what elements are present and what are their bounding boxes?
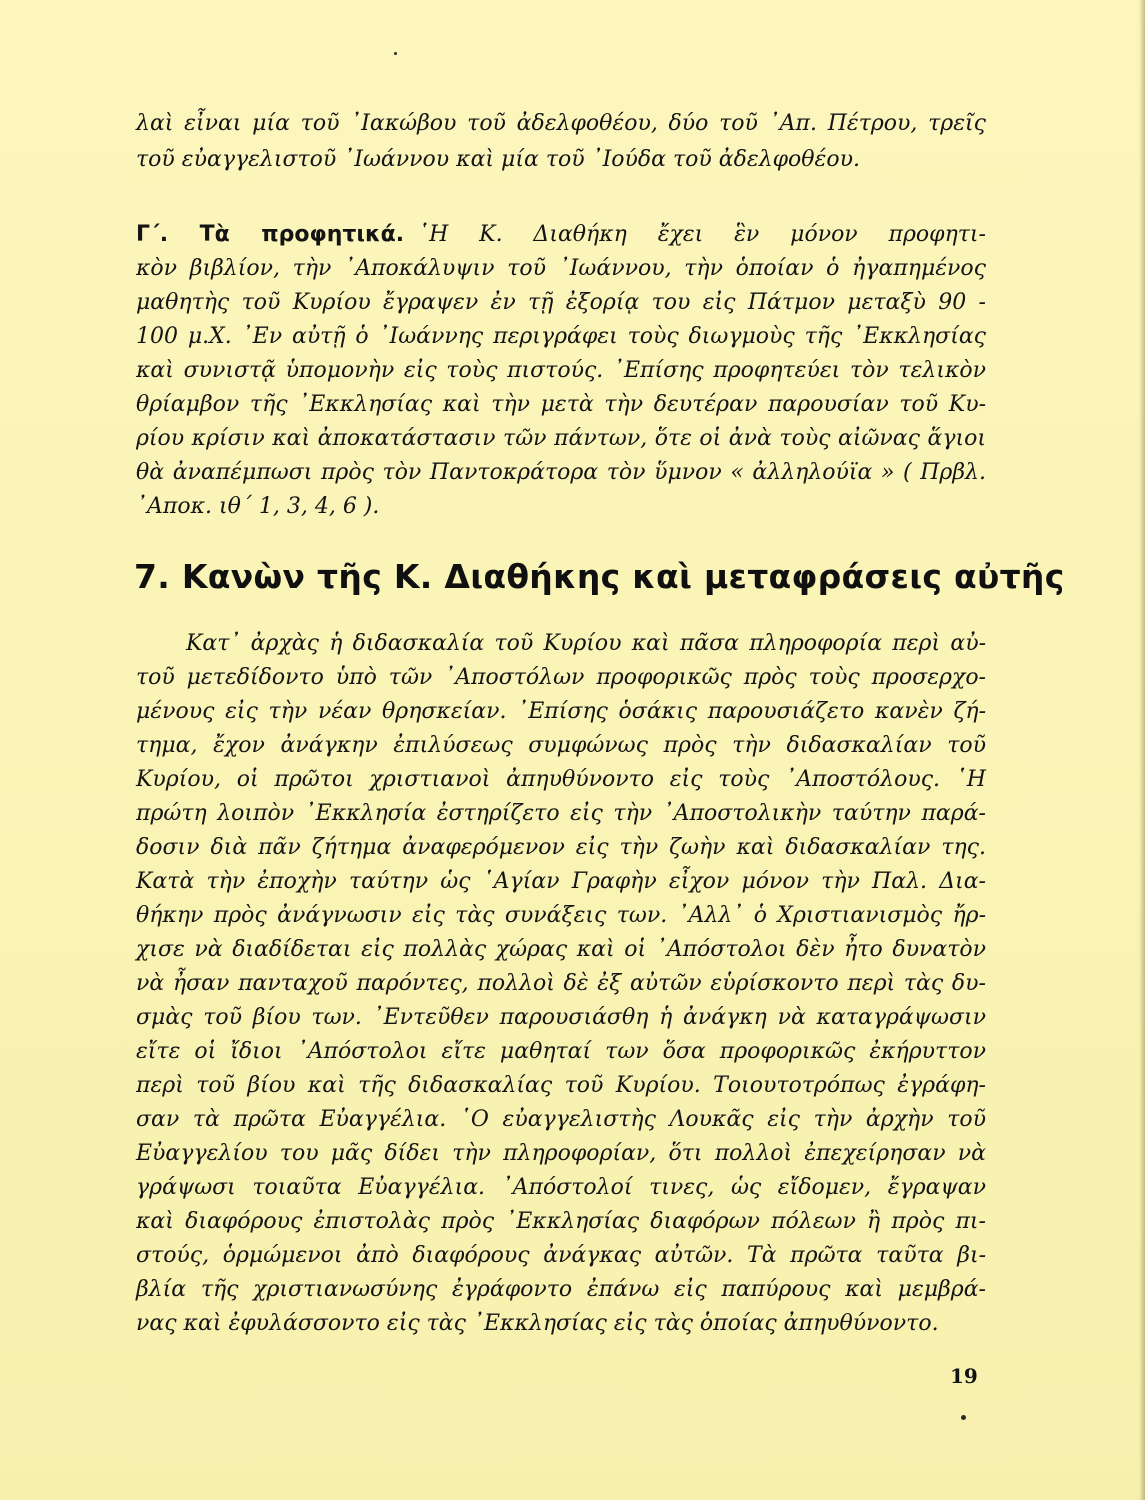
subsection-heading: Γ΄. Τὰ προφητικά. <box>136 222 405 247</box>
text-line: θὰ ἀναπέμπωσι πρὸς τὸν Παντοκράτορα τὸν ὕμνον « ἀλληλούϊα » ( Πρβλ. <box>136 460 986 485</box>
text-line: θήκην πρὸς ἀνάγνωσιν εἰς τὰς συνάξεις των. ᾿Αλλ᾿ ὁ Χριστιανισμὸς ἤρ- <box>136 903 986 928</box>
text-line: Κατ᾿ ἀρχὰς ἡ διδασκαλία τοῦ Κυρίου καὶ πᾶσα πληροφορία περὶ αὐ- <box>186 631 986 656</box>
text-line: εἴτε οἱ ἴδιοι ᾿Απόστολοι εἴτε μαθηταί των ὅσα προφορικῶς ἐκήρυττον <box>136 1039 986 1064</box>
text-line: ᾿Αποκ. ιθ΄ 1, 3, 4, 6 ). <box>136 494 380 519</box>
text-line: μαθητὴς τοῦ Κυρίου ἔγραψεν ἐν τῇ ἐξορίᾳ του εἰς Πάτμον μεταξὺ 90 - <box>136 290 986 315</box>
text-line: νας καὶ ἐφυλάσσοντο εἰς τὰς ᾿Εκκλησίας εἰς τὰς ὁποίας ἀπηυθύνοντο. <box>136 1311 939 1336</box>
ink-speck <box>394 52 397 55</box>
text-line: γράψωσι τοιαῦτα Εὐαγγέλια. ᾿Απόστολοί τινες, ὡς εἴδομεν, ἔγραψαν <box>136 1175 986 1200</box>
text-line: κὸν βιβλίον, τὴν ᾿Αποκάλυψιν τοῦ ᾿Ιωάννου, τὴν ὁποίαν ὁ ἠγαπημένος <box>136 256 986 281</box>
text-line: πρώτη λοιπὸν ᾿Εκκλησία ἐστηρίζετο εἰς τὴν ᾿Αποστολικὴν ταύτην παρά- <box>136 801 986 826</box>
text-line: καὶ διαφόρους ἐπιστολὰς πρὸς ᾿Εκκλησίας διαφόρων πόλεων ἢ πρὸς πι- <box>136 1209 986 1234</box>
text-line: τοῦ μετεδίδοντο ὑπὸ τῶν ᾿Αποστόλων προφορικῶς πρὸς τοὺς προσερχο- <box>136 665 986 690</box>
page-edge-shadow <box>1139 0 1145 1500</box>
text-line: βλία τῆς χριστιανωσύνης ἐγράφοντο ἐπάνω εἰς παπύρους καὶ μεμβρά- <box>136 1277 986 1302</box>
text-line: Εὐαγγελίου του μᾶς δίδει τὴν πληροφορίαν, ὅτι πολλοὶ ἐπεχείρησαν νὰ <box>136 1141 986 1166</box>
text-line: τημα, ἔχον ἀνάγκην ἐπιλύσεως συμφώνως πρὸς τὴν διδασκαλίαν τοῦ <box>136 733 986 758</box>
text-line: μένους εἰς τὴν νέαν θρησκείαν. ᾿Επίσης ὁσάκις παρουσιάζετο κανὲν ζή- <box>136 699 986 724</box>
text-line: 100 μ.Χ. ᾿Εν αὐτῇ ὁ ᾿Ιωάννης περιγράφει τοὺς διωγμοὺς τῆς ᾿Εκκλησίας <box>136 324 986 349</box>
text-line: τοῦ εὐαγγελιστοῦ ᾿Ιωάννου καὶ μία τοῦ ᾿Ιούδα τοῦ ἀδελφοθέου. <box>136 147 860 172</box>
text-line: ῾Η Κ. Διαθήκη ἔχει ἓν μόνον προφητι- <box>418 222 986 247</box>
text-line: λαὶ εἶναι μία τοῦ ᾿Ιακώβου τοῦ ἀδελφοθέου, δύο τοῦ ᾿Απ. Πέτρου, τρεῖς <box>136 111 986 136</box>
text-line: Κατὰ τὴν ἐποχὴν ταύτην ὡς ῾Αγίαν Γραφὴν εἶχον μόνον τὴν Παλ. Δια- <box>136 869 986 894</box>
text-line: ρίου κρίσιν καὶ ἀποκατάστασιν τῶν πάντων, ὅτε οἱ ἀνὰ τοὺς αἰῶνας ἅγιοι <box>136 426 986 451</box>
page-number: 19 <box>950 1364 978 1388</box>
text-line: περὶ τοῦ βίου καὶ τῆς διδασκαλίας τοῦ Κυρίου. Τοιουτοτρόπως ἐγράφη- <box>136 1073 986 1098</box>
text-line: σμὰς τοῦ βίου των. ᾿Εντεῦθεν παρουσιάσθη ἡ ἀνάγκη νὰ καταγράψωσιν <box>136 1005 986 1030</box>
text-line: νὰ ἦσαν πανταχοῦ παρόντες, πολλοὶ δὲ ἐξ αὐτῶν εὑρίσκοντο περὶ τὰς δυ- <box>136 971 986 996</box>
text-line: Κυρίου, οἱ πρῶτοι χριστιανοὶ ἀπηυθύνοντο εἰς τοὺς ᾿Αποστόλους. ῾Η <box>136 767 986 792</box>
ink-speck <box>961 1415 966 1420</box>
subsection-first-line <box>136 221 986 249</box>
text-line: στούς, ὁρμώμενοι ἀπὸ διαφόρους ἀνάγκας αὐτῶν. Τὰ πρῶτα ταῦτα βι- <box>136 1243 986 1268</box>
text-line: σαν τὰ πρῶτα Εὐαγγέλια. ῾Ο εὐαγγελιστὴς Λουκᾶς εἰς τὴν ἀρχὴν τοῦ <box>136 1107 986 1132</box>
text-line: καὶ συνιστᾷ ὑπομονὴν εἰς τοὺς πιστούς. ᾿Επίσης προφητεύει τὸν τελικὸν <box>136 358 986 383</box>
section-heading: 7. Κανὼν τῆς Κ. Διαθήκης καὶ μεταφράσεις αὐτῆς <box>134 557 1065 596</box>
text-line: θρίαμβον τῆς ᾿Εκκλησίας καὶ τὴν μετὰ τὴν δευτέραν παρουσίαν τοῦ Κυ- <box>136 392 986 417</box>
text-line: χισε νὰ διαδίδεται εἰς πολλὰς χώρας καὶ οἱ ᾿Απόστολοι δὲν ἦτο δυνατὸν <box>136 937 986 962</box>
text-line: δοσιν διὰ πᾶν ζήτημα ἀναφερόμενον εἰς τὴν ζωὴν καὶ διδασκαλίαν της. <box>136 835 986 860</box>
